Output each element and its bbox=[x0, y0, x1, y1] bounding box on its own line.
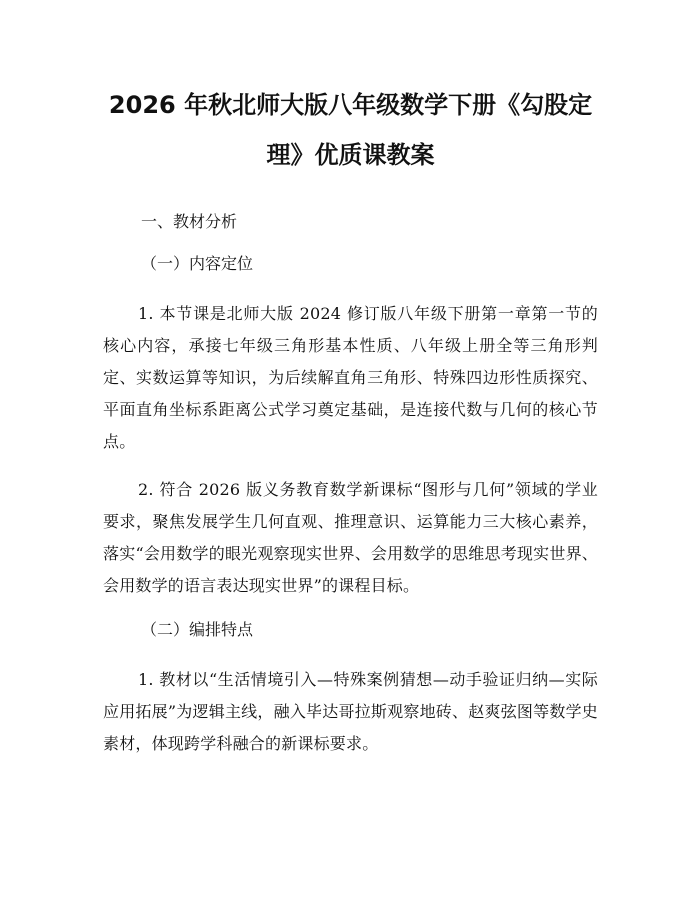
section-heading-1: 一、教材分析 bbox=[141, 212, 238, 231]
subsection-heading-1: （一）内容定位 bbox=[141, 254, 254, 273]
document-title: 2026 年秋北师大版八年级数学下册《勾股定理》优质课教案 bbox=[108, 91, 593, 169]
paragraph-2: 2. 符合 2026 版义务教育数学新课标“图形与几何”领域的学业要求，聚焦发展学生几何直观、推理意识、运算能力三大核心素养，落实“会用数学的眼光观察现实世界、会用数学的思维思考现实世界、会用数学的语言表达现实世界”的课程目标。 bbox=[103, 480, 598, 595]
paragraph-1: 1. 本节课是北师大版 2024 修订版八年级下册第一章第一节的核心内容，承接七年级三角形基本性质、八年级上册全等三角形判定、实数运算等知识，为后续解直角三角形、特殊四边形性质探究、平面直角坐标系距离公式学习奠定基础，是连接代数与几何的核心节点。 bbox=[103, 304, 598, 451]
paragraph-3: 1. 教材以“生活情境引入—特殊案例猜想—动手验证归纳—实际应用拓展”为逻辑主线，融入毕达哥拉斯观察地砖、赵爽弦图等数学史素材，体现跨学科融合的新课标要求。 bbox=[103, 670, 598, 753]
subsection-heading-2: （二）编排特点 bbox=[141, 620, 254, 639]
